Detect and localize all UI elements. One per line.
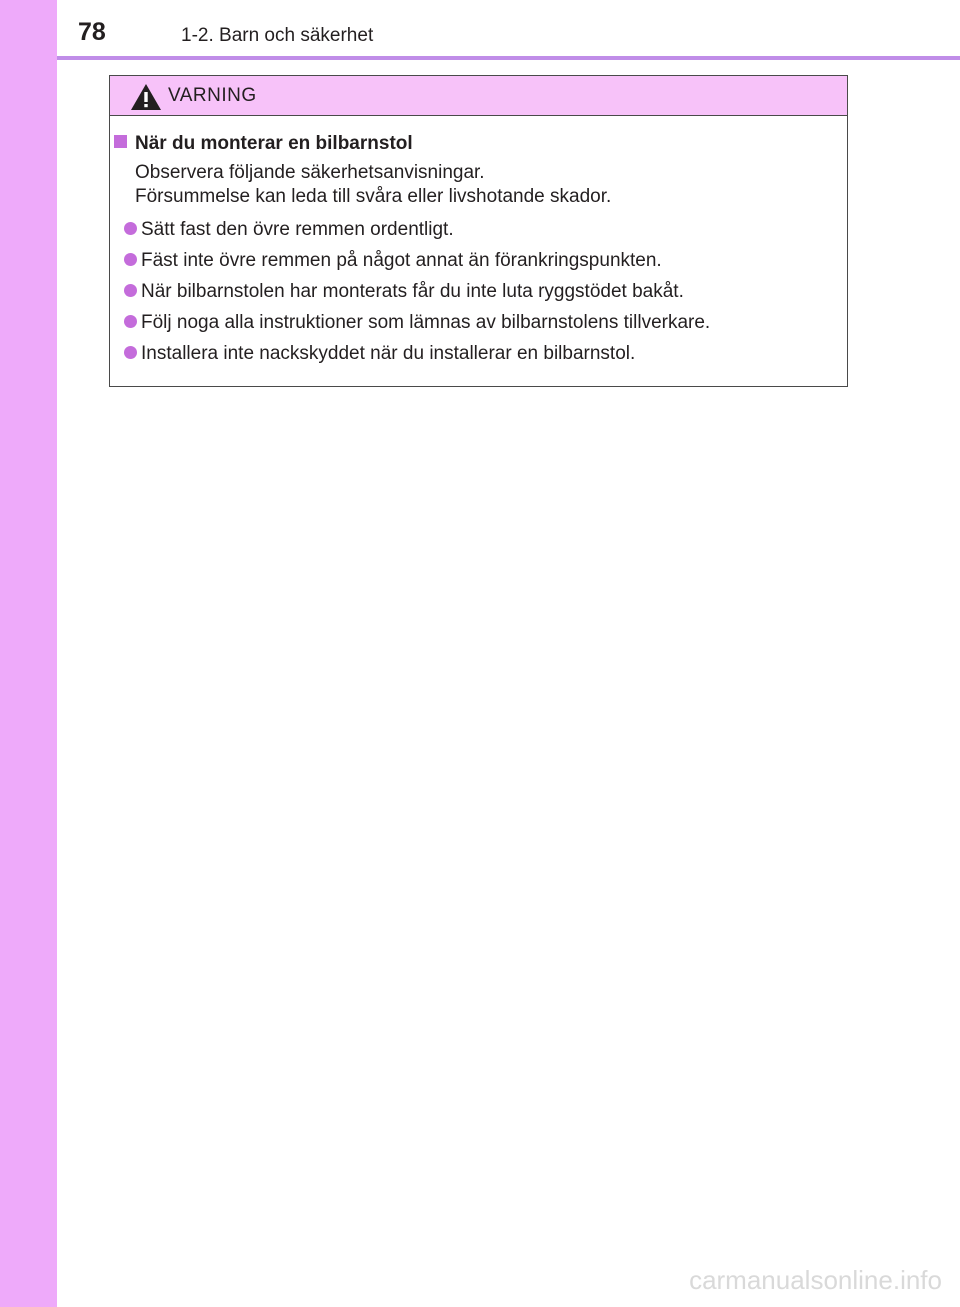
dot-bullet-icon xyxy=(124,315,137,328)
dot-bullet-icon xyxy=(124,253,137,266)
warning-paragraph-line: Observera följande säkerhetsanvisningar. xyxy=(135,162,485,183)
watermark: carmanualsonline.info xyxy=(689,1265,942,1295)
list-item-text: Fäst inte övre remmen på något annat än förankringspunkten. xyxy=(141,250,662,271)
warning-paragraph-line: Försummelse kan leda till svåra eller livshotande skador. xyxy=(135,186,612,207)
list-item xyxy=(124,218,454,242)
warning-box xyxy=(109,75,848,387)
side-color-band xyxy=(0,0,57,1307)
page-number: 78 xyxy=(78,18,106,46)
warning-subheading xyxy=(114,132,413,156)
square-bullet-icon xyxy=(114,135,127,148)
dot-bullet-icon xyxy=(124,222,137,235)
list-item-text: Följ noga alla instruktioner som lämnas av bilbarnstolens tillverkare. xyxy=(141,312,711,333)
warning-subheading-text: När du monterar en bilbarnstol xyxy=(135,133,413,154)
warning-triangle-icon xyxy=(130,83,162,111)
section-title: 1-2. Barn och säkerhet xyxy=(181,25,374,46)
list-item xyxy=(124,342,635,366)
list-item xyxy=(124,311,710,335)
list-item-text: När bilbarnstolen har monterats får du inte luta ryggstödet bakåt. xyxy=(141,281,684,302)
warning-title: VARNING xyxy=(168,85,257,106)
warning-header xyxy=(110,76,847,116)
list-item-text: Installera inte nackskyddet när du installerar en bilbarnstol. xyxy=(141,343,636,364)
warning-body xyxy=(110,116,847,386)
dot-bullet-icon xyxy=(124,346,137,359)
dot-bullet-icon xyxy=(124,284,137,297)
header-rule xyxy=(57,56,960,60)
list-item xyxy=(124,280,684,304)
list-item xyxy=(124,249,662,273)
list-item-text: Sätt fast den övre remmen ordentligt. xyxy=(141,219,454,240)
